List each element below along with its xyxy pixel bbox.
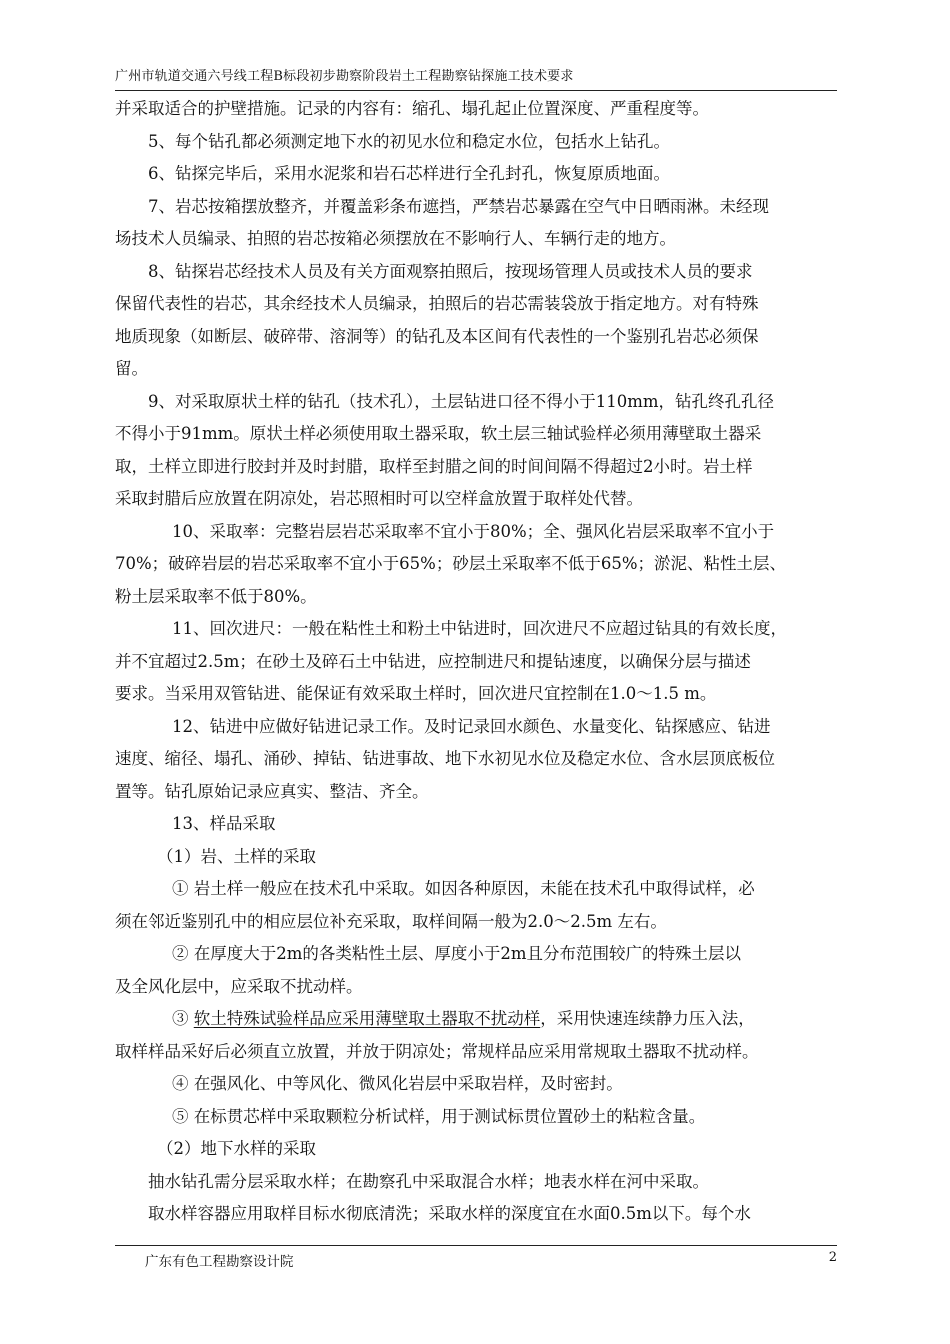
line-text: 并采取适合的护壁措施。记录的内容有：缩孔、塌孔起止位置深度、严重程度等。 — [115, 99, 709, 118]
page-header — [115, 62, 837, 91]
line-text: 场技术人员编录、拍照的岩芯按箱必须摆放在不影响行人、车辆行走的地方。 — [115, 229, 676, 248]
paragraph-line — [115, 873, 837, 906]
line-text: 取，土样立即进行胶封并及时封腊，取样至封腊之间的时间间隔不得超过2小时。岩土样 — [115, 456, 753, 476]
line-text: ，采用快速连续静力压入法， — [540, 1009, 755, 1028]
paragraph-line — [115, 223, 837, 256]
line-text: ③ — [172, 1009, 194, 1028]
document-body — [115, 93, 837, 1231]
paragraph-line — [115, 1036, 837, 1069]
page-footer — [115, 1245, 837, 1276]
subsection-heading — [115, 1133, 837, 1166]
section-heading — [115, 808, 837, 841]
line-text: 7、岩芯按箱摆放整齐，并覆盖彩条布遮挡，严禁岩芯暴露在空气中日晒雨淋。未经现 — [148, 196, 769, 216]
line-text: ⑤ 在标贯芯样中采取颗粒分析试样，用于测试标贯位置砂土的粘粒含量。 — [172, 1106, 706, 1126]
paragraph-line — [115, 1198, 837, 1231]
line-text: 12、钻进中应做好钻进记录工作。及时记录回水颜色、水量变化、钻探感应、钻进 — [172, 716, 771, 736]
line-text: 取样样品采好后必须直立放置，并放于阴凉处；常规样品应采用常规取土器取不扰动样。 — [115, 1041, 759, 1061]
line-text: 并不宜超过2.5m；在砂土及碎石土中钻进，应控制进尺和提钻速度，以确保分层与描述 — [115, 651, 751, 671]
paragraph-line — [115, 1068, 837, 1101]
header-title: 广州市轨道交通六号线工程B标段初步勘察阶段岩土工程勘察钻探施工技术要求 — [115, 69, 574, 84]
line-text: 13、样品采取 — [172, 814, 276, 833]
paragraph-line — [115, 191, 837, 224]
line-text: 须在邻近鉴别孔中的相应层位补充采取，取样间隔一般为2.0～2.5m 左右。 — [115, 911, 667, 931]
line-text: 抽水钻孔需分层采取水样；在勘察孔中采取混合水样；地表水样在河中采取。 — [148, 1171, 709, 1191]
line-text: 留。 — [115, 359, 148, 378]
line-text: 地质现象（如断层、破碎带、溶洞等）的钻孔及本区间有代表性的一个鉴别孔岩芯必须保 — [115, 326, 759, 346]
paragraph-line — [115, 483, 837, 516]
line-text: 5、每个钻孔都必须测定地下水的初见水位和稳定水位，包括水上钻孔。 — [148, 131, 670, 151]
paragraph-line — [115, 678, 837, 711]
line-text: 11、回次进尺：一般在粘性土和粉土中钻进时，回次进尺不应超过钻具的有效长度， — [172, 619, 787, 638]
paragraph-line — [115, 126, 837, 159]
line-text: 速度、缩径、塌孔、涌砂、掉钻、钻进事故、地下水初见水位及稳定水位、含水层顶底板位 — [115, 749, 775, 768]
paragraph-line — [115, 321, 837, 354]
line-text: ② 在厚度大于2m的各类粘性土层、厚度小于2m且分布范围较广的特殊土层以 — [172, 944, 742, 963]
line-text: 保留代表性的岩芯，其余经技术人员编录，拍照后的岩芯需装袋放于指定地方。对有特殊 — [115, 294, 759, 313]
line-text: 要求。当采用双管钻进、能保证有效采取土样时，回次进尺宜控制在1.0～1.5 m。 — [115, 684, 717, 703]
paragraph-line — [115, 386, 837, 419]
paragraph-line — [115, 1166, 837, 1199]
paragraph-line — [115, 353, 837, 386]
paragraph-line — [115, 581, 837, 614]
paragraph-line — [115, 1003, 837, 1036]
line-text: 6、钻探完毕后，采用水泥浆和岩石芯样进行全孔封孔，恢复原质地面。 — [148, 164, 670, 183]
line-text: ① 岩土样一般应在技术孔中采取。如因各种原因，未能在技术孔中取得试样，必 — [172, 879, 755, 898]
paragraph-line — [115, 93, 837, 126]
line-text: （1）岩、土样的采取 — [157, 846, 316, 866]
line-text: 不得小于91mm。原状土样必须使用取土器采取，软土层三轴试验样必须用薄壁取土器采 — [115, 424, 762, 443]
paragraph-line — [115, 711, 837, 744]
line-text: 取水样容器应用取样目标水彻底清洗；采取水样的深度宜在水面0.5m以下。每个水 — [148, 1204, 751, 1223]
paragraph-line — [115, 418, 837, 451]
line-text: 置等。钻孔原始记录应真实、整洁、齐全。 — [115, 781, 429, 801]
paragraph-line — [115, 938, 837, 971]
subsection-heading — [115, 841, 837, 874]
line-text: （2）地下水样的采取 — [157, 1139, 316, 1158]
paragraph-line — [115, 516, 837, 549]
paragraph-line — [115, 158, 837, 191]
line-text: 粉土层采取率不低于80%。 — [115, 586, 317, 606]
paragraph-line — [115, 451, 837, 484]
paragraph-line — [115, 613, 837, 646]
paragraph-line — [115, 1101, 837, 1134]
paragraph-line — [115, 776, 837, 809]
line-text: 8、钻探岩芯经技术人员及有关方面观察拍照后，按现场管理人员或技术人员的要求 — [148, 261, 753, 281]
paragraph-line — [115, 288, 837, 321]
line-text: 70%；破碎岩层的岩芯采取率不宜小于65%；砂层土采取率不低于65%；淤泥、粘性土层、 — [115, 554, 787, 573]
line-text: ④ 在强风化、中等风化、微风化岩层中采取岩样，及时密封。 — [172, 1074, 623, 1093]
paragraph-line — [115, 906, 837, 939]
line-text: 10、采取率：完整岩层岩芯采取率不宜小于80%；全、强风化岩层采取率不宜小于 — [172, 521, 775, 541]
paragraph-line — [115, 548, 837, 581]
paragraph-line — [115, 743, 837, 776]
paragraph-line — [115, 256, 837, 289]
page-number: 2 — [828, 1250, 837, 1265]
footer-company: 广东有色工程勘察设计院 — [145, 1254, 294, 1270]
line-text: 采取封腊后应放置在阴凉处，岩芯照相时可以空样盒放置于取样处代替。 — [115, 489, 643, 508]
line-text: 及全风化层中，应采取不扰动样。 — [115, 976, 363, 996]
paragraph-line — [115, 971, 837, 1004]
line-text: 9、对采取原状土样的钻孔（技术孔），土层钻进口径不得小于110mm，钻孔终孔孔径 — [148, 391, 775, 411]
paragraph-line — [115, 646, 837, 679]
underlined-text: 软土特殊试验样品应采用薄壁取土器取不扰动样 — [193, 1009, 541, 1028]
